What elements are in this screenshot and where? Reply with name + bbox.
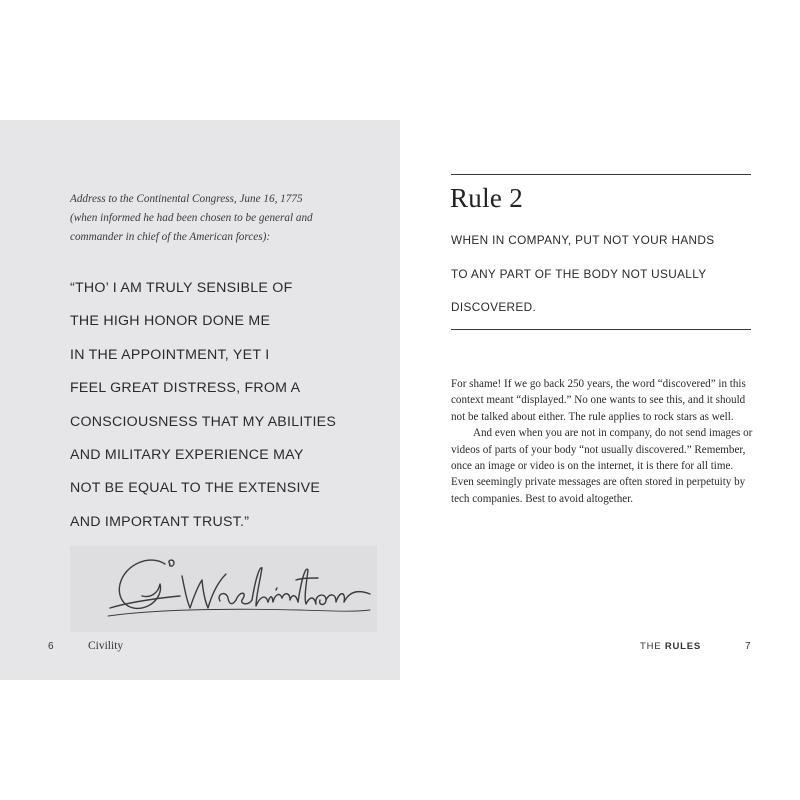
quote-source-intro: Address to the Continental Congress, June 16, 1775 (when informed he had been chosen to be general and commander in chief of the American forces):: [70, 193, 313, 243]
running-head-bold: RULES: [664, 641, 702, 652]
rule-line: DISCOVERED.: [451, 300, 537, 314]
page-number: 6: [48, 641, 54, 652]
bottom-rule-divider: [451, 329, 751, 330]
washington-quote: [70, 272, 390, 539]
rule-title: Rule 2: [450, 183, 524, 213]
quote-line: “THO’ I AM TRULY SENSIBLE OF: [70, 280, 293, 296]
top-rule-divider: [451, 174, 751, 175]
running-head: [640, 641, 701, 652]
running-head-prefix: THE: [640, 641, 662, 652]
quote-line: NOT BE EQUAL TO THE EXTENSIVE: [70, 480, 321, 497]
quote-line: AND MILITARY EXPERIENCE MAY: [70, 446, 304, 463]
rule-line: TO ANY PART OF THE BODY NOT USUALLY: [451, 266, 707, 281]
quote-line: THE HIGH HONOR DONE ME: [70, 313, 271, 330]
quote-line: AND IMPORTANT TRUST.”: [70, 513, 250, 530]
washington-signature: [70, 546, 377, 632]
commentary-paragraph: And even when you are not in company, do not send images or videos of parts of your body “not usually discovered.” Remember, once an image or video is on the internet, it is there for all time. Even seemingly private messages are often stored in perpetuity by tech companies. Best to avoid altogether.: [451, 427, 753, 505]
rule-statement: [451, 228, 761, 329]
running-head: Civility: [88, 640, 124, 652]
right-page: [400, 120, 800, 680]
quote-line: FEEL GREAT DISTRESS, FROM A: [70, 380, 301, 397]
quote-line: IN THE APPOINTMENT, YET I: [70, 346, 270, 363]
signature-panel: [70, 546, 377, 632]
commentary: [451, 376, 756, 507]
rule-line: WHEN IN COMPANY, PUT NOT YOUR HANDS: [451, 233, 715, 247]
book-spread: [0, 120, 800, 680]
page-number: 7: [745, 641, 751, 652]
left-page: [0, 120, 400, 680]
commentary-paragraph: For shame! If we go back 250 years, the word “discovered” in this context meant “displayed.” No one wants to see this, and it should not be talked about either. The rule applies to rock stars as well.: [451, 378, 746, 423]
quote-line: CONSCIOUSNESS THAT MY ABILITIES: [70, 413, 337, 430]
